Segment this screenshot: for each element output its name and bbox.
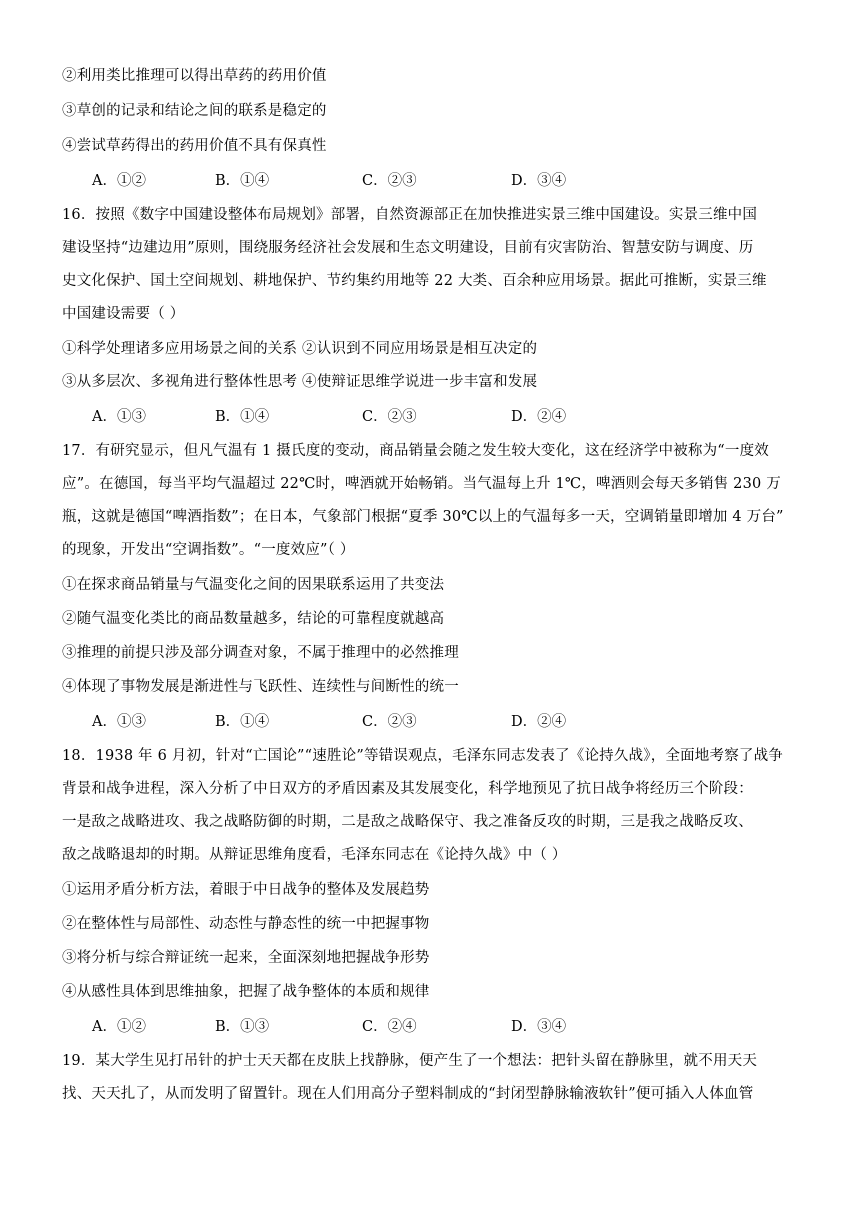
q17-option-c[interactable]: C．②③ [362, 714, 417, 730]
q16-stem-line-4: 中国建设需要（ ） [62, 306, 185, 322]
q17-option-a[interactable]: A．①③ [92, 714, 146, 730]
q18-stem-line-2: 背景和战争进程，深入分析了中日双方的矛盾因素及其发展变化，科学地预见了抗日战争将经历三个阶段： [62, 781, 753, 797]
q17-item-2: ②随气温变化类比的商品数量越多，结论的可靠程度就越高 [62, 611, 445, 627]
q18-option-b[interactable]: B．①③ [215, 1019, 270, 1035]
q19-stem-line-1: 19．某大学生见打吊针的护士天天都在皮肤上找静脉，便产生了一个想法：把针头留在静脉里，就不用天天 [62, 1053, 758, 1069]
q17-stem-line-3: 瓶，这就是德国“啤酒指数”；在日本，气象部门根据“夏季 30℃以上的气温每多一天，空调销量即增加 4 万台” [62, 509, 784, 525]
q15-option-c[interactable]: C．②③ [362, 173, 417, 189]
q18-stem-line-3: 一是敌之战略进攻、我之战略防御的时期，二是敌之战略保守、我之准备反攻的时期，三是我之战略反攻、 [62, 814, 753, 830]
q15-item-2: ②利用类比推理可以得出草药的药用价值 [62, 68, 327, 84]
q16-option-a[interactable]: A．①③ [92, 409, 146, 425]
q17-item-3: ③推理的前提只涉及部分调查对象，不属于推理中的必然推理 [62, 645, 459, 661]
q17-stem-line-4: 的现象，开发出“空调指数”。“一度效应”（ ） [62, 542, 355, 558]
q16-stem-line-3: 史文化保护、国土空间规划、耕地保护、节约集约用地等 22 大类、百余种应用场景。据此可推断，实景三维 [62, 273, 767, 289]
q18-item-3: ③将分析与综合辩证统一起来，全面深刻地把握战争形势 [62, 950, 430, 966]
q19-stem-line-2: 找、天天扎了，从而发明了留置针。现在人们用高分子塑料制成的“封闭型静脉输液软针”便可插入人体血管 [62, 1086, 754, 1102]
q17-item-1: ①在探求商品销量与气温变化之间的因果联系运用了共变法 [62, 577, 445, 593]
q18-option-a[interactable]: A．①② [92, 1019, 146, 1035]
q16-items-1-2: ①科学处理诸多应用场景之间的关系 ②认识到不同应用场景是相互决定的 [62, 341, 538, 357]
q16-items-3-4: ③从多层次、多视角进行整体性思考 ④使辩证思维学说进一步丰富和发展 [62, 374, 538, 390]
q17-item-4: ④体现了事物发展是渐进性与飞跃性、连续性与间断性的统一 [62, 679, 459, 695]
q17-option-d[interactable]: D．②④ [511, 714, 567, 730]
q15-option-d[interactable]: D．③④ [511, 173, 567, 189]
q18-stem-line-1: 18．1938 年 6 月初，针对“亡国论”“速胜论”等错误观点，毛泽东同志发表了《论持久战》，全面地考察了战争 [62, 748, 784, 764]
q18-item-4: ④从感性具体到思维抽象，把握了战争整体的本质和规律 [62, 984, 430, 1000]
q16-stem-line-2: 建设坚持“边建边用”原则，围绕服务经济社会发展和生态文明建设，目前有灾害防治、智慧安防与调度、历 [62, 240, 754, 256]
q16-option-d[interactable]: D．②④ [511, 409, 567, 425]
q17-stem-line-2: 应”。在德国，每当平均气温超过 22℃时，啤酒就开始畅销。当气温每上升 1℃，啤酒则会每天多销售 230 万 [62, 476, 781, 492]
q18-option-c[interactable]: C．②④ [362, 1019, 417, 1035]
q16-option-c[interactable]: C．②③ [362, 409, 417, 425]
q16-option-b[interactable]: B．①④ [215, 409, 270, 425]
q15-item-3: ③草创的记录和结论之间的联系是稳定的 [62, 103, 327, 119]
q15-item-4: ④尝试草药得出的药用价值不具有保真性 [62, 138, 327, 154]
q17-stem-line-1: 17．有研究显示，但凡气温有 1 摄氏度的变动，商品销量会随之发生较大变化，这在经济学中被称为“一度效 [62, 443, 770, 459]
q17-option-b[interactable]: B．①④ [215, 714, 270, 730]
q16-stem-line-1: 16．按照《数字中国建设整体布局规划》部署，自然资源部正在加快推进实景三维中国建设。实景三维中国 [62, 207, 758, 223]
q18-item-1: ①运用矛盾分析方法，着眼于中日战争的整体及发展趋势 [62, 882, 430, 898]
q18-stem-line-4: 敌之战略退却的时期。从辩证思维角度看，毛泽东同志在《论持久战》中（ ） [62, 847, 567, 863]
q18-item-2: ②在整体性与局部性、动态性与静态性的统一中把握事物 [62, 916, 430, 932]
q15-option-b[interactable]: B．①④ [215, 173, 270, 189]
q18-option-d[interactable]: D．③④ [511, 1019, 567, 1035]
q15-option-a[interactable]: A．①② [92, 173, 146, 189]
